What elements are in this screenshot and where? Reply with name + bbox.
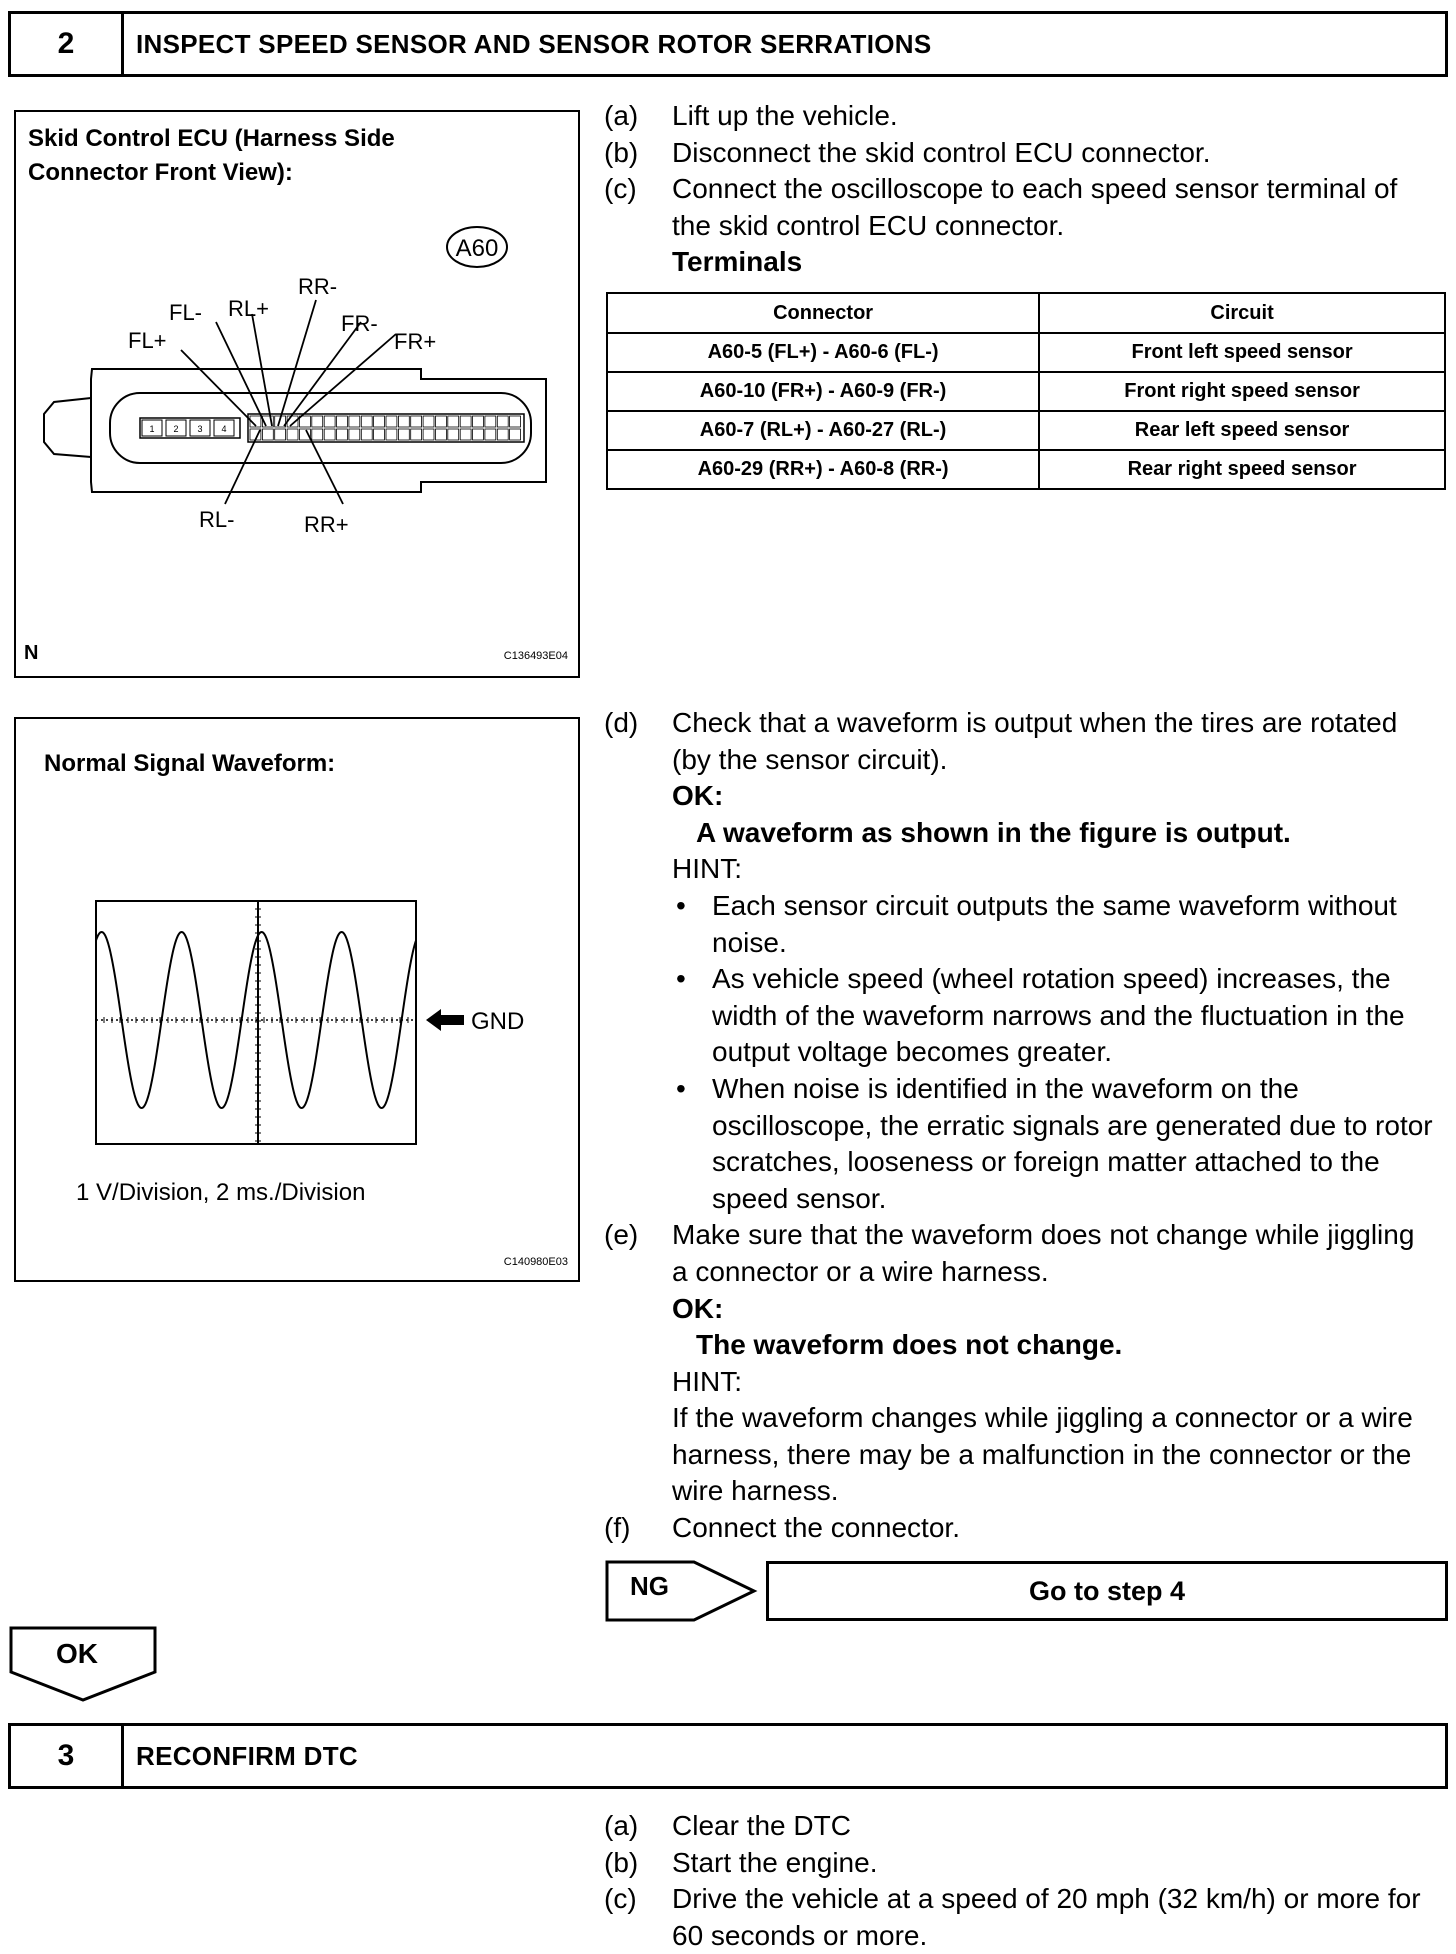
instruction-a (604, 98, 1454, 135)
connector-pin (485, 429, 496, 440)
instruction-label: (b) (604, 136, 639, 168)
pin-label-fr-minus: FR- (341, 311, 378, 336)
instruction-text: Disconnect the skid control ECU connector. (672, 136, 1211, 168)
table-cell: A60-7 (RL+) - A60-27 (RL-) (607, 411, 1039, 450)
connector-pin (398, 429, 409, 440)
instruction-text: Start the engine. (672, 1846, 878, 1878)
instruction-text: Check that a waveform is output when the tires are rotated (by the sensor circuit). (672, 707, 1398, 775)
instruction-b (604, 135, 1454, 172)
instruction-text: Connect the connector. (672, 1512, 960, 1544)
instruction-text: Connect the oscilloscope to each speed sensor terminal of the skid control ECU connector. (672, 173, 1398, 241)
connector-pin (411, 416, 422, 427)
waveform-figure (14, 717, 580, 1282)
pin-label-fl-plus: FL+ (128, 328, 167, 353)
step-3-instruction-a (604, 1808, 1454, 1845)
connector-pin (460, 429, 471, 440)
connector-pin (386, 429, 397, 440)
pin-label-fr-plus: FR+ (394, 329, 437, 354)
connector-id-label: A60 (455, 235, 499, 262)
table-header-row (607, 293, 1445, 333)
connector-pin (275, 429, 286, 440)
instruction-text: Lift up the vehicle. (672, 100, 898, 131)
connector-pin (361, 429, 372, 440)
corner-mark: N (24, 642, 39, 664)
ok-criteria: A waveform as shown in the figure is output. (696, 816, 1291, 848)
connector-pin (361, 416, 372, 427)
instructions-a-c (604, 98, 1454, 281)
bullet-dot: • (676, 889, 686, 921)
instructions-d-f (604, 705, 1454, 1547)
waveform-figure-code: C140980E03 (503, 1256, 568, 1268)
step-2-header (8, 11, 1448, 77)
table-cell: Rear right speed sensor (1039, 450, 1445, 489)
connector-pin (312, 416, 323, 427)
connector-pin (510, 429, 521, 440)
step-title: INSPECT SPEED SENSOR AND SENSOR ROTOR SERRATIONS (136, 28, 932, 59)
step-number: 2 (11, 14, 124, 74)
connector-pin (436, 416, 447, 427)
table-row (607, 333, 1445, 372)
bullet-dot: • (676, 963, 686, 995)
hint-text: If the waveform changes while jiggling a connector or a wire harness, there may be a malfunction in the connector or the wire harness. (672, 1402, 1413, 1507)
figure-code: C136493E04 (503, 650, 568, 662)
instruction-label: (c) (604, 1883, 637, 1915)
table-row (607, 372, 1445, 411)
small-pin-2: 2 (173, 424, 179, 434)
small-pin-3: 3 (197, 424, 203, 434)
connector-pin (473, 416, 484, 427)
ng-arrow-shape (604, 1558, 764, 1624)
instruction-label: (c) (604, 173, 637, 205)
table-cell: Front left speed sensor (1039, 333, 1445, 372)
hint-label: HINT: (672, 1365, 742, 1397)
table-cell: A60-10 (FR+) - A60-9 (FR-) (607, 372, 1039, 411)
ok-criteria: The waveform does not change. (696, 1329, 1123, 1361)
connector-diagram (16, 112, 578, 676)
waveform-figure-title: Normal Signal Waveform: (44, 750, 336, 777)
connector-pin (374, 416, 385, 427)
hint-bullet (672, 888, 1454, 961)
connector-pin (337, 429, 348, 440)
go-to-step-4-link[interactable]: Go to step 4 (766, 1561, 1448, 1621)
instruction-label: (e) (604, 1219, 639, 1251)
bullet-dot: • (676, 1072, 686, 1104)
instruction-e (604, 1217, 1454, 1290)
connector-pin (262, 429, 273, 440)
connector-pin (398, 416, 409, 427)
instruction-label: (a) (604, 1810, 639, 1841)
connector-pin (411, 429, 422, 440)
table-cell: A60-5 (FL+) - A60-6 (FL-) (607, 333, 1039, 372)
connector-pin (497, 429, 508, 440)
instruction-text: Drive the vehicle at a speed of 20 mph (32 km/h) or more for 60 seconds or more. (672, 1883, 1421, 1951)
connector-pin (510, 416, 521, 427)
connector-side-tab (44, 398, 91, 457)
pin-label-rr-plus: RR+ (304, 512, 349, 537)
hint-label: HINT: (672, 853, 742, 885)
table-header-circuit: Circuit (1039, 293, 1445, 333)
small-pin-4: 4 (221, 424, 227, 434)
connector-pin (300, 416, 311, 427)
step-title: RECONFIRM DTC (136, 1740, 358, 1771)
bullet-text: When noise is identified in the waveform on the oscilloscope, the erratic signals are generated due to rotor scratches, looseness or foreign matter attached to the speed sensor. (712, 1072, 1433, 1214)
terminals-table (606, 292, 1446, 490)
instruction-label: (d) (604, 707, 639, 738)
instruction-c (604, 171, 1454, 244)
instruction-label: (f) (604, 1512, 631, 1544)
connector-figure (14, 110, 580, 678)
connector-pin (324, 429, 335, 440)
pin-label-rl-plus: RL+ (228, 296, 269, 321)
connector-pin (349, 416, 360, 427)
small-pin-1: 1 (149, 424, 155, 434)
connector-pin (374, 429, 385, 440)
connector-pin (423, 429, 434, 440)
table-cell: A60-29 (RR+) - A60-8 (RR-) (607, 450, 1039, 489)
waveform-caption: 1 V/Division, 2 ms./Division (76, 1179, 366, 1206)
connector-pin (497, 416, 508, 427)
step-3-instruction-c (604, 1881, 1454, 1954)
step-3-instruction-b (604, 1845, 1454, 1882)
table-header-connector: Connector (607, 293, 1039, 333)
table-cell: Rear left speed sensor (1039, 411, 1445, 450)
step-3-instructions (604, 1808, 1454, 1954)
bullet-text: As vehicle speed (wheel rotation speed) increases, the width of the waveform narrows and the fluctuation in the output voltage becomes greater. (712, 963, 1405, 1068)
instruction-text: Clear the DTC (672, 1810, 851, 1841)
ng-label: NG (630, 1571, 669, 1601)
connector-pin (423, 416, 434, 427)
step-number: 3 (11, 1726, 124, 1786)
ok-label: OK: (672, 780, 724, 812)
connector-pin (312, 429, 323, 440)
connector-pin (485, 416, 496, 427)
pin-label-fl-minus: FL- (169, 300, 202, 325)
pin-label-rl-minus: RL- (199, 507, 235, 532)
connector-pin (337, 416, 348, 427)
figure-title-line-1: Skid Control ECU (Harness Side (28, 125, 395, 152)
instruction-label: (a) (604, 100, 639, 131)
connector-pin (349, 429, 360, 440)
instruction-text: Make sure that the waveform does not change while jiggling a connector or a wire harness. (672, 1219, 1415, 1287)
pin-label-rr-minus: RR- (298, 274, 338, 299)
bullet-text: Each sensor circuit outputs the same waveform without noise. (712, 889, 1397, 958)
step-3-header (8, 1723, 1448, 1789)
terminals-heading: Terminals (672, 246, 803, 278)
table-cell: Front right speed sensor (1039, 372, 1445, 411)
connector-pin (386, 416, 397, 427)
figure-title-line-2: Connector Front View): (28, 159, 293, 186)
gnd-arrow (426, 1009, 464, 1031)
hint-bullet (672, 961, 1454, 1071)
connector-pin (287, 429, 298, 440)
table-row (607, 450, 1445, 489)
connector-pin (448, 429, 459, 440)
connector-pin (448, 416, 459, 427)
connector-pin (473, 429, 484, 440)
instruction-f (604, 1510, 1454, 1547)
connector-pin (324, 416, 335, 427)
ok-label: OK: (672, 1292, 724, 1324)
pin-grid (250, 416, 521, 440)
hint-bullet (672, 1071, 1454, 1217)
connector-pin (436, 429, 447, 440)
ok-flow-label: OK (56, 1638, 98, 1669)
instruction-label: (b) (604, 1846, 639, 1878)
connector-pin (460, 416, 471, 427)
connector-housing (91, 369, 546, 492)
table-row (607, 411, 1445, 450)
instruction-d (604, 705, 1454, 778)
gnd-label: GND (471, 1008, 525, 1035)
